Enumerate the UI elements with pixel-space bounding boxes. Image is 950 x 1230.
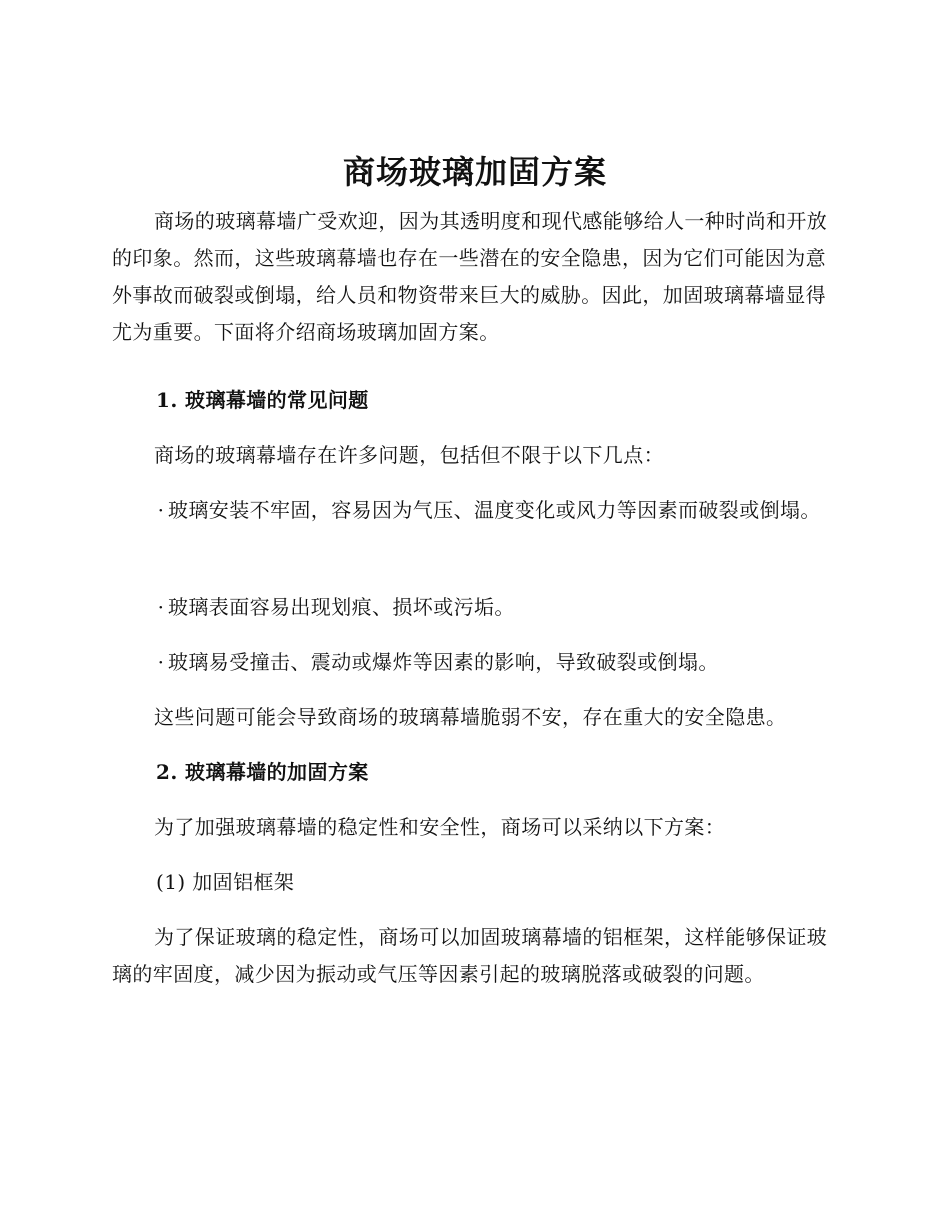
bullet-item-2 [154, 589, 834, 626]
bullet-dot: · [157, 595, 165, 619]
section-1-summary: 这些问题可能会导致商场的玻璃幕墙脆弱不安，存在重大的安全隐患。 [154, 705, 787, 729]
bullet-dot: · [157, 650, 165, 674]
bullet-item-1 [154, 492, 834, 529]
section-2-lead: 为了加强玻璃幕墙的稳定性和安全性，商场可以采纳以下方案： [154, 815, 726, 839]
bullet-text: 玻璃安装不牢固，容易因为气压、温度变化或风力等因素而破裂或倒塌。 [168, 498, 821, 522]
section-1-lead: 商场的玻璃幕墙存在许多问题，包括但不限于以下几点： [154, 443, 664, 467]
bullet-dot: · [157, 498, 165, 522]
bullet-text: 玻璃易受撞击、震动或爆炸等因素的影响，导致破裂或倒塌。 [168, 650, 719, 674]
intro-paragraph: 商场的玻璃幕墙广受欢迎，因为其透明度和现代感能够给人一种时尚和开放的印象。然而，这些玻璃幕墙也存在一些潜在的安全隐患，因为它们可能因为意外事故而破裂或倒塌，给人员和物资带来巨大的威胁。因此，加固玻璃幕墙显得尤为重要。下面将介绍商场玻璃加固方案。 [112, 209, 828, 344]
section-2-heading: 2. 玻璃幕墙的加固方案 [156, 760, 369, 784]
section-1-heading: 1. 玻璃幕墙的常见问题 [156, 388, 369, 412]
bullet-item-3 [154, 644, 834, 681]
subsection-1-heading: (1) 加固铝框架 [156, 870, 295, 894]
bullet-text: 玻璃表面容易出现划痕、损坏或污垢。 [168, 595, 515, 619]
subsection-1-body: 为了保证玻璃的稳定性，商场可以加固玻璃幕墙的铝框架，这样能够保证玻璃的牢固度，减少因为振动或气压等因素引起的玻璃脱落或破裂的问题。 [112, 925, 828, 986]
document-title: 商场玻璃加固方案 [342, 153, 607, 191]
